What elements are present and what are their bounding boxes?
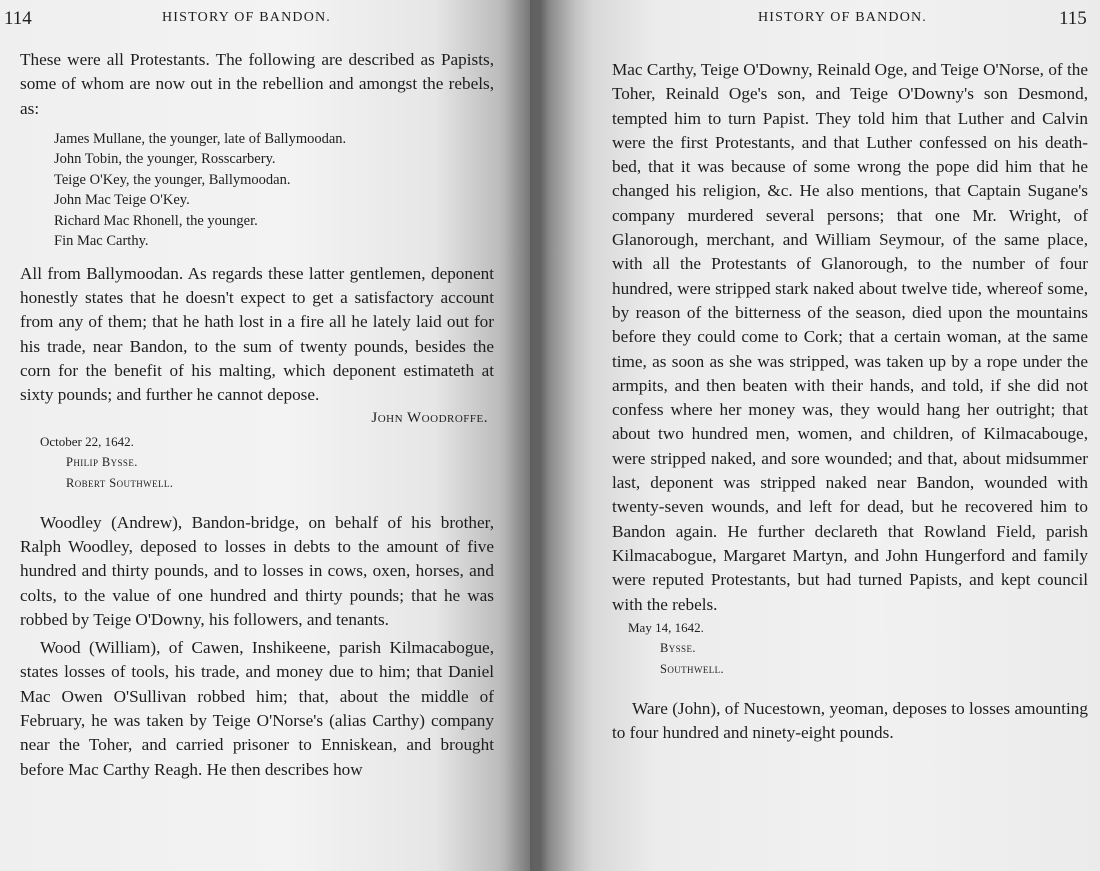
right-text-column (612, 58, 1088, 745)
paragraph: Woodley (Andrew), Bandon-bridge, on behalf of his brother, Ralph Woodley, deposed to losses in debts to the amount of five hundred and thirty pounds, and to losses in cows, oxen, horses, and colts, to the value of one hundred and thirty pounds; that he was robbed by Teige O'Downy, his followers, and tenants. (20, 512, 494, 629)
list-item: Teige O'Key, the younger, Ballymoodan. (54, 171, 291, 188)
witness: Bysse. (660, 640, 696, 655)
paragraph: Wood (William), of Cawen, Inshikeene, parish Kilmacabogue, states losses of tools, his trade, and money due to him; that Daniel Mac Owen O'Sullivan robbed him; that, about the middle of February, he was taken by Teige O'Norse's (alias Carthy) company near the Toher, and carried prisoner to Enniskean, and brought before Mac Carthy Reagh. He then describes how (20, 638, 494, 779)
page-number: 114 (4, 8, 32, 29)
right-page (530, 0, 1100, 871)
list-item: John Mac Teige O'Key. (54, 192, 190, 209)
running-head: HISTORY OF BANDON. (758, 10, 928, 25)
witness: Philip Bysse. (66, 454, 138, 469)
name-list (54, 129, 494, 252)
deposition-date: October 22, 1642. (40, 433, 134, 449)
witness: Southwell. (660, 661, 725, 676)
list-item: John Tobin, the younger, Rosscarbery. (54, 151, 276, 168)
paragraph: Ware (John), of Nucestown, yeoman, deposes to losses amounting to four hundred and ninety-eight pounds. (612, 698, 1088, 743)
paragraph: All from Ballymoodan. As regards these latter gentlemen, deponent honestly states that he doesn't expect to get a satisfactory account from any of them; that he hath lost in a fire all he lately laid out for his trade, near Bandon, to the sum of twenty pounds, besides the corn for the benefit of his malting, which deponent estimateth at sixty pounds; and further he cannot depose. (20, 263, 494, 405)
signature: John Woodroffe. (371, 409, 488, 426)
paragraph: Mac Carthy, Teige O'Downy, Reinald Oge, and Teige O'Norse, of the Toher, Reinald Oge's son, and Teige O'Downy's son Desmond, tempted him to turn Papist. They told him that Luther and Calvin were the first Protestants, and that Luther confessed on his death-bed, that it was because of some wrong the pope did him that he changed his religion, &c. He also mentions, that Captain Sugane's company murdered several persons; that one Mr. Wright, of Glanorough, merchant, and William Seymour, of the same place, with all the Protestants of Glanorough, to the number of four hundred, were stripped stark naked about twelve tide, whereof some, by reason of the bitterness of the season, died upon the mountains before they could come to Cork; that a certain woman, at the same time, as soon as she was stripped, was taken up by a rope under the armpits, and then beaten with their hands, and told, if she did not confess where her money was, they would hang her outright; that about two hundred men, women, and children, of Kilmacabouge, were stripped naked, and sore wounded; and that, about midsummer last, deponent was stripped naked near Bandon, wounded with twenty-seven wounds, and left for dead, but he recovered him to Bandon again. He further declareth that Rowland Field, parish Kilmacabogue, Margaret Martyn, and John Hungerford and family were reputed Protestants, but had turned Papists, and kept council with the rebels. (612, 60, 1088, 614)
witness: Robert Southwell. (66, 475, 174, 490)
page-number: 115 (1059, 8, 1087, 29)
list-item: James Mullane, the younger, late of Ballymoodan. (54, 130, 347, 147)
running-head: HISTORY OF BANDON. (162, 10, 332, 25)
list-item: Richard Mac Rhonell, the younger. (54, 212, 258, 229)
paragraph: These were all Protestants. The following are described as Papists, some of whom are now out in the rebellion and amongst the rebels, as: (20, 50, 494, 118)
deposition-date: May 14, 1642. (628, 619, 704, 635)
list-item: Fin Mac Carthy. (54, 233, 149, 250)
left-page (0, 0, 530, 871)
left-text-column (20, 48, 494, 782)
